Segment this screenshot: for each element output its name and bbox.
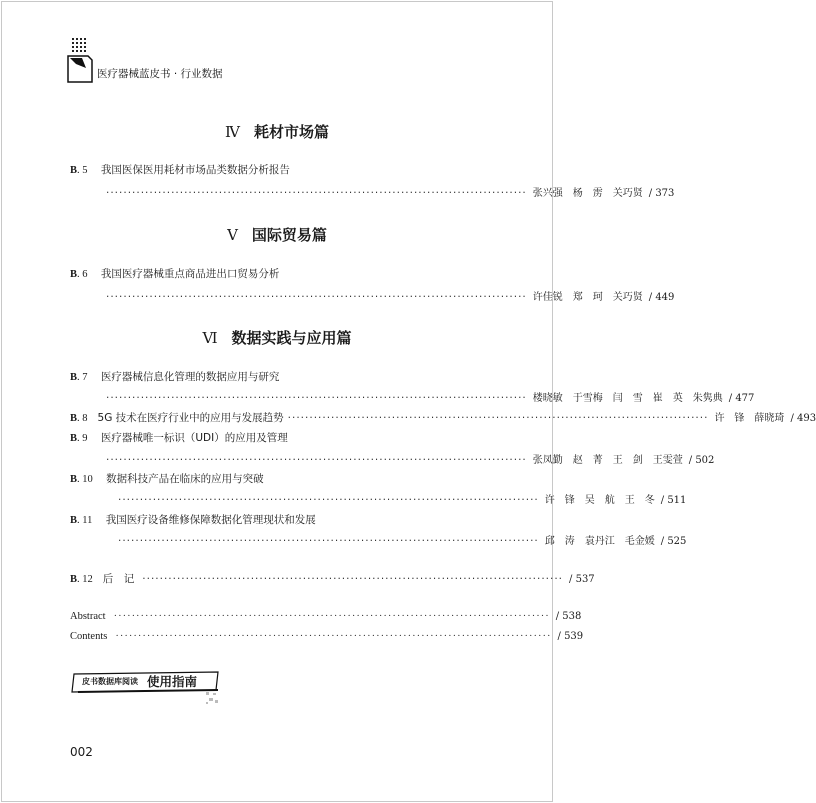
series-title: 医疗器械蓝皮书 · 行业数据 [97,68,223,80]
toc-leader-b11: ································································································· 邱 涛 袁丹江 毛金媛 / 525 [118,532,487,547]
entry-page: / 493 [790,413,816,424]
entry-title: 后 记 [102,573,135,585]
entry-title: 医疗器械唯一标识（UDI）的应用及管理 [100,432,288,444]
toc-leader-b6: ································································································· 许佳锐 郑 珂 关巧贤 / 449 [106,288,487,303]
entry-title: Contents [70,631,108,642]
entry-page: / 525 [660,536,687,547]
book-logo-icon [62,38,98,84]
toc-entry-b5[interactable] [70,162,290,177]
entry-title: 我国医疗器械重点商品进出口贸易分析 [100,268,280,280]
toc-leader-b7: ································································································· 楼晓敏 于雪梅 闫 雪 崔 英 朱隽典 / 477 [106,389,487,404]
entry-authors: 许 锋 薛晓琦 [714,413,785,424]
toc-entry-b12[interactable]: B. 12 后 记 ································································································· / 537 [70,573,595,585]
section-title: 数据实践与应用篇 [231,329,352,347]
entry-id: B. 12 [70,574,93,585]
page-number: 002 [70,745,93,759]
toc-entry-contents[interactable]: Contents ································································································· / 539 [70,631,584,642]
entry-page: / 537 [569,574,595,585]
section-title: 国际贸易篇 [251,226,327,244]
entry-page: / 502 [688,455,715,466]
entry-title: 数据科技产品在临床的应用与突破 [106,473,264,485]
qr-smudge-icon [204,690,220,706]
entry-title: 5G 技术在医疗行业中的应用与发展趋势 [97,412,284,424]
section-numeral: Ⅳ [224,123,240,141]
toc-leader-b10: ································································································· 许 锋 吴 航 王 冬 / 511 [118,491,487,506]
entry-authors: 许佳锐 郑 珂 关巧贤 [532,292,643,303]
entry-page: / 539 [557,631,584,642]
entry-authors: 张凤勤 赵 菁 王 剑 王雯萱 [532,455,683,466]
toc-entry-b8[interactable]: B. 8 5G 技术在医疗行业中的应用与发展趋势 ································································································· 许 锋 薛晓琦 / 493 [70,409,487,425]
section-title: 耗材市场篇 [253,123,329,141]
entry-title: 我国医保医用耗材市场品类数据分析报告 [100,164,290,176]
section-heading-4 [0,121,554,142]
toc-entry-b9[interactable] [70,430,288,445]
toc-leader-b9: ································································································· 张凤勤 赵 菁 王 剑 王雯萱 / 502 [106,451,487,466]
entry-id: B. 9 [70,433,88,444]
guide-label-big[interactable]: 使用指南 [147,674,198,689]
toc-leader-b5: ································································································· 张兴强 杨 雳 关巧贤 / 373 [106,184,487,199]
entry-id: B. 6 [70,269,88,280]
section-heading-5 [0,224,554,245]
entry-title: 我国医疗设备维修保障数据化管理现状和发展 [105,514,316,526]
entry-page: / 511 [660,495,687,506]
entry-id: B. 11 [70,515,93,526]
entry-page: / 449 [648,292,675,303]
section-numeral: Ⅵ [202,329,218,347]
toc-entry-b10[interactable] [70,471,264,486]
toc-entry-b11[interactable] [70,512,316,527]
entry-id: B. 10 [70,474,93,485]
toc-entry-b6[interactable] [70,266,279,281]
section-numeral: Ⅴ [227,226,238,244]
entry-authors: 许 锋 吴 航 王 冬 [544,495,655,506]
entry-authors: 邱 涛 袁丹江 毛金媛 [544,536,655,547]
entry-authors: 张兴强 杨 雳 关巧贤 [532,188,643,199]
entry-page: / 477 [728,393,755,404]
entry-id: B. 8 [70,413,88,424]
entry-authors: 楼晓敏 于雪梅 闫 雪 崔 英 朱隽典 [532,393,723,404]
guide-label-small[interactable]: 皮书数据库阅读 [82,677,138,686]
entry-title: 医疗器械信息化管理的数据应用与研究 [100,371,280,383]
toc-entry-b7[interactable] [70,369,279,384]
entry-page: / 373 [648,188,675,199]
toc-entry-abstract[interactable]: Abstract ································································································· / 538 [70,611,582,622]
entry-page: / 538 [555,611,582,622]
entry-id: B. 5 [70,165,88,176]
entry-id: B. 7 [70,372,88,383]
entry-title: Abstract [70,611,106,622]
section-heading-6 [0,327,554,348]
